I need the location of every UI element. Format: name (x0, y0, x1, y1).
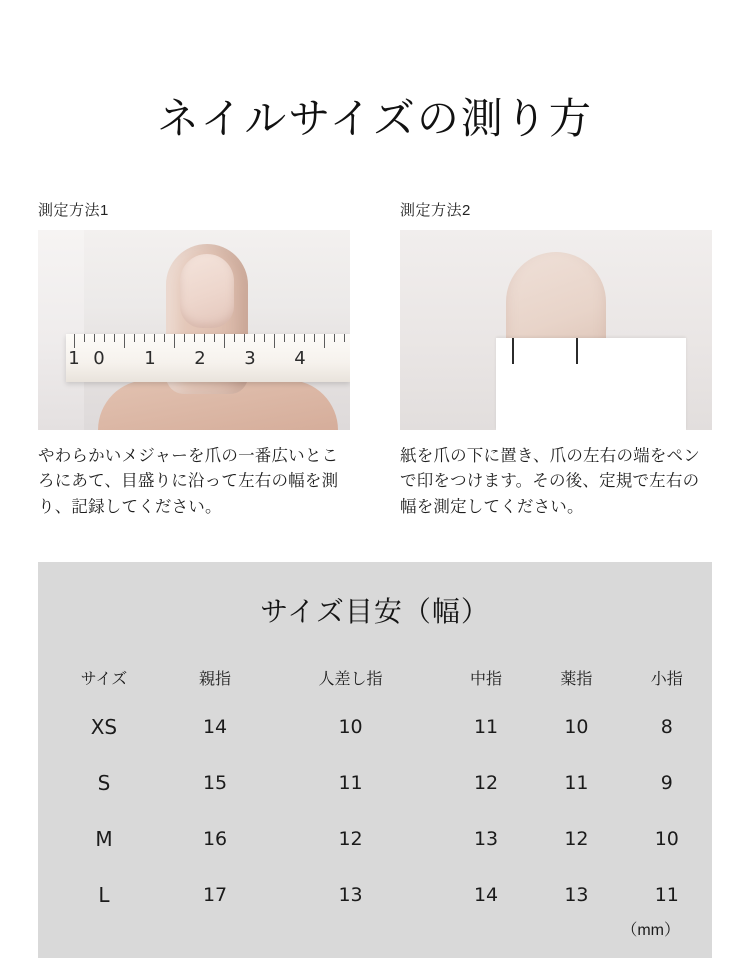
cell-ring: 13 (564, 884, 589, 907)
table-row (38, 699, 712, 755)
table-header-row (38, 656, 712, 699)
method-2-caption: 紙を爪の下に置き、爪の左右の端をペンで印をつけます。その後、定規で左右の幅を測定してください。 (400, 446, 700, 516)
method-1-caption: やわらかいメジャーを爪の一番広いところにあて、目盛りに沿って左右の幅を測り、記録してください。 (38, 446, 339, 516)
cell-index: 11 (338, 772, 363, 795)
cell-pinky: 11 (654, 884, 679, 907)
tape-measure (66, 334, 350, 382)
size-chart-panel (38, 562, 712, 958)
tape-ticks (66, 334, 350, 350)
cell-size: S (97, 771, 111, 796)
ruler-number: 1 (68, 347, 80, 369)
cell-pinky: 9 (660, 772, 673, 795)
measurement-methods (0, 199, 750, 521)
ruler-number: 2 (194, 347, 206, 369)
method-1-label: 測定方法1 (38, 201, 109, 219)
cell-thumb: 17 (202, 884, 228, 907)
ruler-number: 4 (294, 347, 306, 369)
cell-middle: 14 (473, 884, 499, 907)
cell-ring: 10 (564, 716, 589, 739)
cell-thumb: 15 (202, 772, 228, 795)
cell-index: 13 (338, 884, 363, 907)
cell-ring: 11 (564, 772, 589, 795)
size-chart-table (38, 656, 712, 923)
page-title: ネイルサイズの測り方 (157, 95, 593, 143)
cell-ring: 12 (564, 828, 589, 851)
cell-middle: 12 (473, 772, 499, 795)
method-1-photo (38, 230, 350, 430)
cell-thumb: 14 (202, 716, 228, 739)
pen-mark-left (512, 338, 514, 364)
cell-size: L (98, 883, 110, 908)
ruler-number: 0 (93, 347, 105, 369)
column-header-pinky: 小指 (650, 671, 683, 689)
method-1 (38, 199, 350, 521)
cell-size: XS (90, 715, 118, 740)
cell-index: 10 (338, 716, 363, 739)
table-row (38, 811, 712, 867)
cell-thumb: 16 (202, 828, 228, 851)
cell-middle: 11 (473, 716, 499, 739)
column-header-middle: 中指 (470, 671, 503, 689)
column-header-thumb: 親指 (199, 671, 232, 689)
column-header-index: 人差し指 (318, 671, 383, 689)
paper-sheet (496, 338, 686, 430)
method-2-photo (400, 230, 712, 430)
method-2 (400, 199, 712, 521)
pen-mark-right (576, 338, 578, 364)
cell-pinky: 10 (654, 828, 679, 851)
page-root (0, 28, 750, 958)
method-2-label: 測定方法2 (400, 201, 471, 219)
ruler-number: 1 (144, 347, 156, 369)
table-row (38, 867, 712, 923)
cell-size: M (95, 827, 113, 852)
column-header-size: サイズ (80, 671, 128, 689)
cell-pinky: 8 (660, 716, 673, 739)
fingernail-shape (180, 254, 234, 328)
cell-middle: 13 (473, 828, 499, 851)
unit-label: （mm） (621, 922, 680, 940)
cell-index: 12 (338, 828, 363, 851)
column-header-ring: 薬指 (560, 671, 593, 689)
table-row (38, 755, 712, 811)
size-chart-title: サイズ目安（幅） (260, 596, 490, 628)
ruler-number: 3 (244, 347, 256, 369)
photo-left-strip (38, 230, 84, 430)
